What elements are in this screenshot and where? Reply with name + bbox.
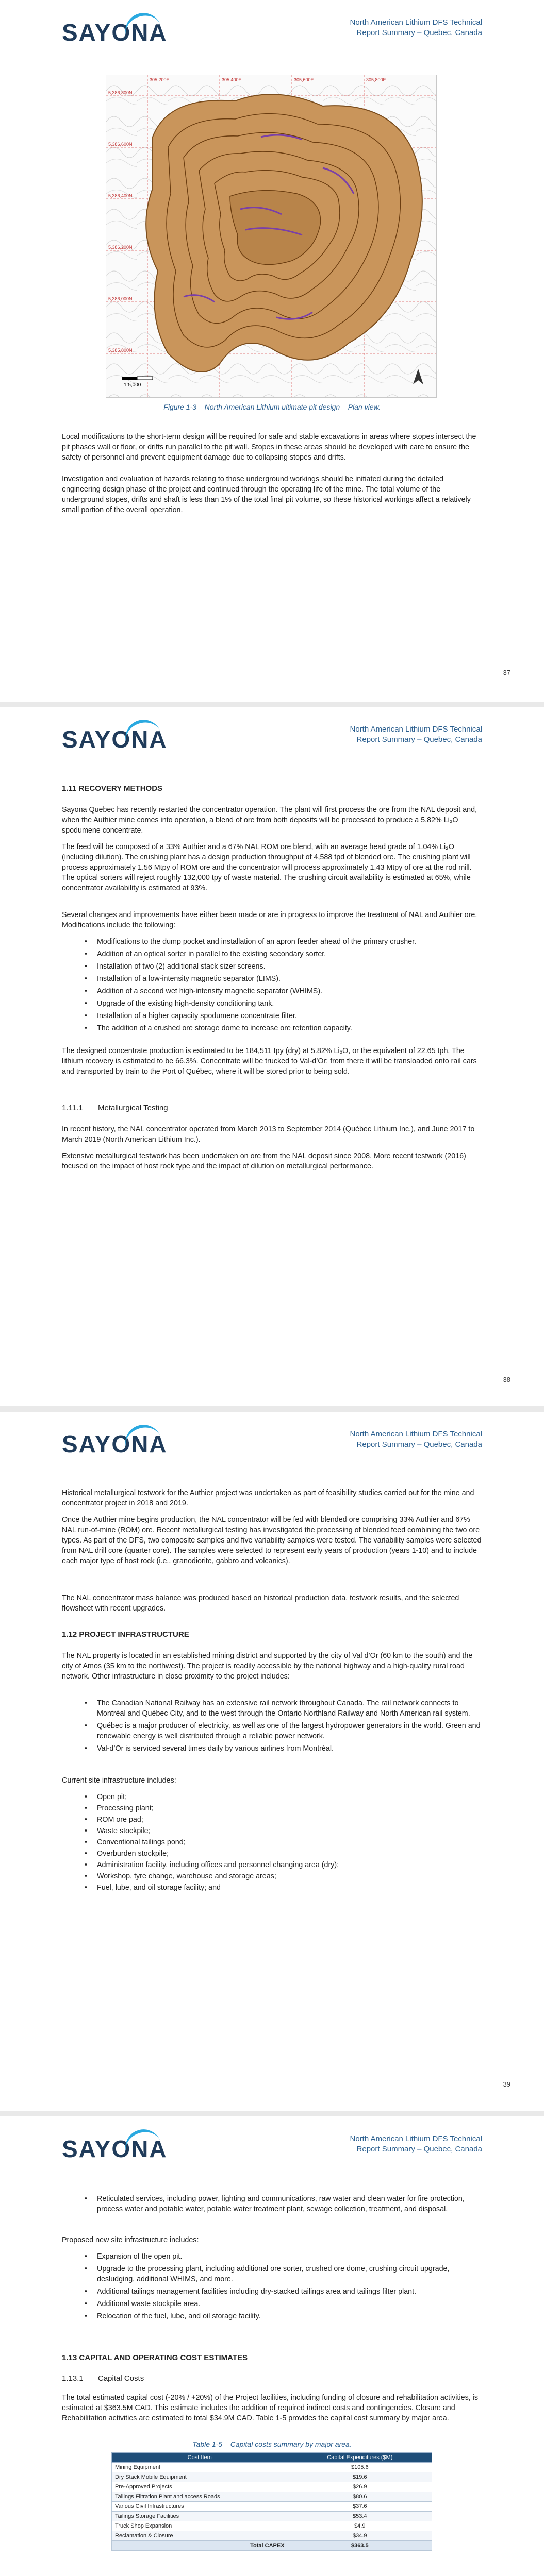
paragraph: Proposed new site infrastructure includes: [62, 2236, 199, 2244]
reticulated-services-list [83, 2194, 489, 2216]
page-37 [0, 0, 544, 702]
list-item: • Workshop, tyre change, warehouse and storage areas; [97, 1871, 489, 1882]
svg-text:1:5,000: 1:5,000 [124, 382, 141, 388]
page-number: 39 [503, 2080, 510, 2088]
list-item: • The addition of a crushed ore storage dome to increase ore retention capacity. [97, 1023, 489, 1033]
list-item: • Waste stockpile; [97, 1826, 489, 1836]
sayona-logo: SAYONA [62, 2135, 168, 2163]
list-item: • Modifications to the dump pocket and installation of an apron feeder ahead of the primary crusher. [97, 937, 489, 947]
page-header [62, 2131, 482, 2167]
list-item: • Installation of a low-intensity magnetic separator (LIMS). [97, 974, 489, 984]
paragraph: Once the Authier mine begins production, the NAL concentrator will be fed with blended ore comprising 33% Authier and 67% NAL run-of-mine (ROM) ore. Recent metallurgical testing has investigated the processing of blended feed combining the two ore types. As part of the DFS, two composite samples and five variability samples were tested. The variability samples were selected from NAL drill core (quarter core). The samples were selected to represent early years of production (years 1-10) and to include each major type of host rock (i.e., granodiorite, gabbro and volcanics). [62, 1516, 482, 1565]
pit-map-svg [106, 75, 436, 397]
paragraph: Local modifications to the short-term design will be required for safe and stable excavations in areas where stopes intersect the pit phases wall or floor, or drifts run parallel to the pit wall. Stopes in these areas should be developed with care to ensure the safety of personnel and prevent equipment damage due to collapsing stopes and drifts. [62, 433, 476, 462]
list-item: • Upgrade of the existing high-density conditioning tank. [97, 998, 489, 1009]
paragraph: The designed concentrate production is estimated to be 184,511 tpy (dry) at 5.82% Li₂O, or the equivalent of 22.65 tph. The lithium recovery is estimated to be 66.3%. Concentrate will be trucked to Val-d’Or; from there it will be transloaded onto rail cars and transported by train to the Port of Québec, where it will be stored prior to being sold. [62, 1047, 477, 1076]
list-item: • Processing plant; [97, 1803, 489, 1814]
page-header [62, 721, 482, 757]
list-item: • Addition of an optical sorter in parallel to the existing secondary sorter. [97, 949, 489, 959]
table-total-row: Total CAPEX $363.5 [112, 2541, 432, 2551]
figure-caption: Figure 1-3 – North American Lithium ultimate pit design – Plan view. [163, 403, 381, 411]
list-item: • Additional waste stockpile area. [97, 2299, 489, 2309]
list-item: • Installation of a higher capacity spodumene concentrate filter. [97, 1011, 489, 1021]
axis-label: 5,385,800N [108, 348, 133, 353]
list-item: • Addition of a second wet high-intensity magnetic separator (WHIMS). [97, 986, 489, 996]
table-row: Various Civil Infrastructures $37.6 [112, 2502, 432, 2512]
axis-label: 305,600E [294, 77, 314, 82]
table-row: Pre-Approved Projects $26.9 [112, 2482, 432, 2492]
table-row: Dry Stack Mobile Equipment $19.6 [112, 2472, 432, 2482]
modifications-list [83, 937, 489, 1036]
axis-label: 305,200E [150, 77, 170, 82]
paragraph: The feed will be composed of a 33% Authier and a 67% NAL ROM ore blend, with an average head grade of 1.04% Li₂O (including dilution). The crushing plant has a design production throughput of 4,588 tpd of blended ore. The crushing plant will process approximately 1.56 Mtpy of ROM ore and the concentrator will process approximately 1.43 Mtpy of ore at the rod mill. The optical sorters will reject roughly 132,000 tpy of waste material. The crushing circuit availability is estimated at 65%, while concentrator availability is estimated at 93%. [62, 843, 472, 892]
page-number: 38 [503, 1376, 510, 1383]
subsection-heading: 1.13.1 Capital Costs [62, 2374, 144, 2383]
paragraph: The NAL concentrator mass balance was produced based on historical production data, testwork results, and the selected flowsheet with recent upgrades. [62, 1594, 459, 1613]
section-heading: 1.13 CAPITAL AND OPERATING COST ESTIMATES [62, 2353, 248, 2362]
subsection-heading: 1.11.1 Metallurgical Testing [62, 1104, 168, 1112]
paragraph: Sayona Quebec has recently restarted the concentrator operation. The plant will first process the ore from the NAL deposit and, when the Authier mine comes into operation, a blend of ore from both deposits will be processed to produce a 5.82% Li₂O spodumene concentrate. [62, 806, 477, 835]
header-title: North American Lithium DFS Technical Report Summary – Quebec, Canada [350, 1430, 482, 1449]
table-caption: Table 1-5 – Capital costs summary by major area. [192, 2440, 352, 2448]
list-item: • Additional tailings management facilities including dry-stacked tailings area and tailings filter plant. [97, 2286, 489, 2297]
section-heading: 1.12 PROJECT INFRASTRUCTURE [62, 1630, 189, 1639]
current-infrastructure-list [83, 1792, 489, 1894]
axis-label: 5,386,200N [108, 245, 133, 250]
table-header: Cost Item [112, 2453, 288, 2463]
axis-label: 5,386,400N [108, 193, 133, 198]
table-row: Reclamation & Closure $34.9 [112, 2531, 432, 2541]
paragraph: Several changes and improvements have either been made or are in progress to improve the treatment of NAL and Authier ore. Modifications include the following: [62, 911, 477, 929]
list-item: • Québec is a major producer of electricity, as well as one of the largest hydropower generators in the world. Green and renewable energy is well distributed through a reliable power network. [97, 1721, 489, 1741]
page-number: 37 [503, 669, 510, 676]
axis-label: 5,386,800N [108, 90, 133, 95]
paragraph: Extensive metallurgical testwork has been undertaken on ore from the NAL deposit since 2008. More recent testwork (2016) focused on the impact of host rock type and the impact of dilution on metallurgical performance. [62, 1152, 466, 1171]
paragraph: In recent history, the NAL concentrator operated from March 2013 to September 2014 (Québec Lithium Inc.), and June 2017 to March 2019 (North American Lithium Inc.). [62, 1125, 475, 1144]
header-title: North American Lithium DFS Technical Report Summary – Quebec, Canada [350, 2134, 482, 2154]
table-row: Mining Equipment $105.6 [112, 2463, 432, 2472]
sayona-logo: SAYONA [62, 725, 168, 753]
pit-design-figure [106, 75, 437, 398]
paragraph: The NAL property is located in an established mining district and supported by the city of Val d’Or (60 km to the south) and the city of Amos (35 km to the northwest). The project is readily accessible by the national highway and a high-quality rural road network. Other infrastructure in close proximity to the project includes: [62, 1652, 473, 1681]
header-title: North American Lithium DFS Technical Report Summary – Quebec, Canada [350, 725, 482, 744]
page-39 [0, 1412, 544, 2111]
list-item: • Relocation of the fuel, lube, and oil storage facility. [97, 2311, 489, 2321]
list-item: • Administration facility, including offices and personnel changing area (dry); [97, 1860, 489, 1870]
sayona-logo: SAYONA [62, 1430, 168, 1458]
page-header [62, 1426, 482, 1462]
proposed-infrastructure-list [83, 2251, 489, 2324]
list-item: • ROM ore pad; [97, 1815, 489, 1825]
paragraph: The total estimated capital cost (-20% / +20%) of the Project facilities, including funding of closure and rehabilitation activities, is estimated at $363.5M CAD. This estimate includes the addition of required indirect costs and contingencies. Closure and Rehabilitation activities are estimated to total $34.9M CAD. Table 1-5 provides the capital cost summary by major area. [62, 2394, 478, 2422]
table-row: Truck Shop Expansion $4.9 [112, 2521, 432, 2531]
section-heading: 1.11 RECOVERY METHODS [62, 784, 163, 793]
list-item: • Open pit; [97, 1792, 489, 1802]
capital-cost-table [111, 2452, 432, 2551]
nearby-infrastructure-list [83, 1698, 489, 1756]
list-item: • Conventional tailings pond; [97, 1837, 489, 1848]
list-item: • The Canadian National Railway has an extensive rail network throughout Canada. The rail network connects to Montréal and Québec City, and to the west through the Ontario Northland Railway and North American rail system. [97, 1698, 489, 1719]
list-item: • Overburden stockpile; [97, 1849, 489, 1859]
page-header [62, 14, 482, 50]
axis-label: 305,800E [366, 77, 386, 82]
list-item: • Expansion of the open pit. [97, 2251, 489, 2262]
axis-label: 5,386,600N [108, 142, 133, 147]
list-item: • Reticulated services, including power, lighting and communications, raw water and clean water for fire protection, process water and potable water, potable water treatment plant, sewage collection, treatment, and disposal. [97, 2194, 489, 2214]
axis-label: 5,386,000N [108, 296, 133, 301]
axis-label: 305,400E [222, 77, 242, 82]
sayona-logo: SAYONA [62, 19, 168, 46]
list-item: • Upgrade to the processing plant, including additional ore sorter, crushed ore dome, crushing circuit upgrade, desludging, additional WHIMS, and more. [97, 2264, 489, 2284]
list-item: • Val-d’Or is serviced several times daily by various airlines from Montréal. [97, 1743, 489, 1754]
paragraph: Historical metallurgical testwork for the Authier project was undertaken as part of feasibility studies carried out for the mine and concentrator project in 2018 and 2019. [62, 1489, 474, 1507]
list-item: • Fuel, lube, and oil storage facility; and [97, 1883, 489, 1893]
table-row: Tailings Filtration Plant and access Roads $80.6 [112, 2492, 432, 2502]
page-38 [0, 707, 544, 1406]
page-40 [0, 2116, 544, 2576]
paragraph: Investigation and evaluation of hazards relating to those underground workings should be initiated during the detailed engineering design phase of the project and continued through the operating life of the mine. The total volume of the underground stopes, drifts and shaft is less than 1% of the total final pit volume, so these historical workings affect a relatively small portion of the overall operation. [62, 475, 471, 514]
table-row: Tailings Storage Facilities $53.4 [112, 2512, 432, 2521]
list-item: • Installation of two (2) additional stack sizer screens. [97, 961, 489, 972]
table-header: Capital Expenditures ($M) [288, 2453, 432, 2463]
paragraph: Current site infrastructure includes: [62, 1776, 176, 1785]
header-title: North American Lithium DFS Technical Report Summary – Quebec, Canada [350, 18, 482, 37]
